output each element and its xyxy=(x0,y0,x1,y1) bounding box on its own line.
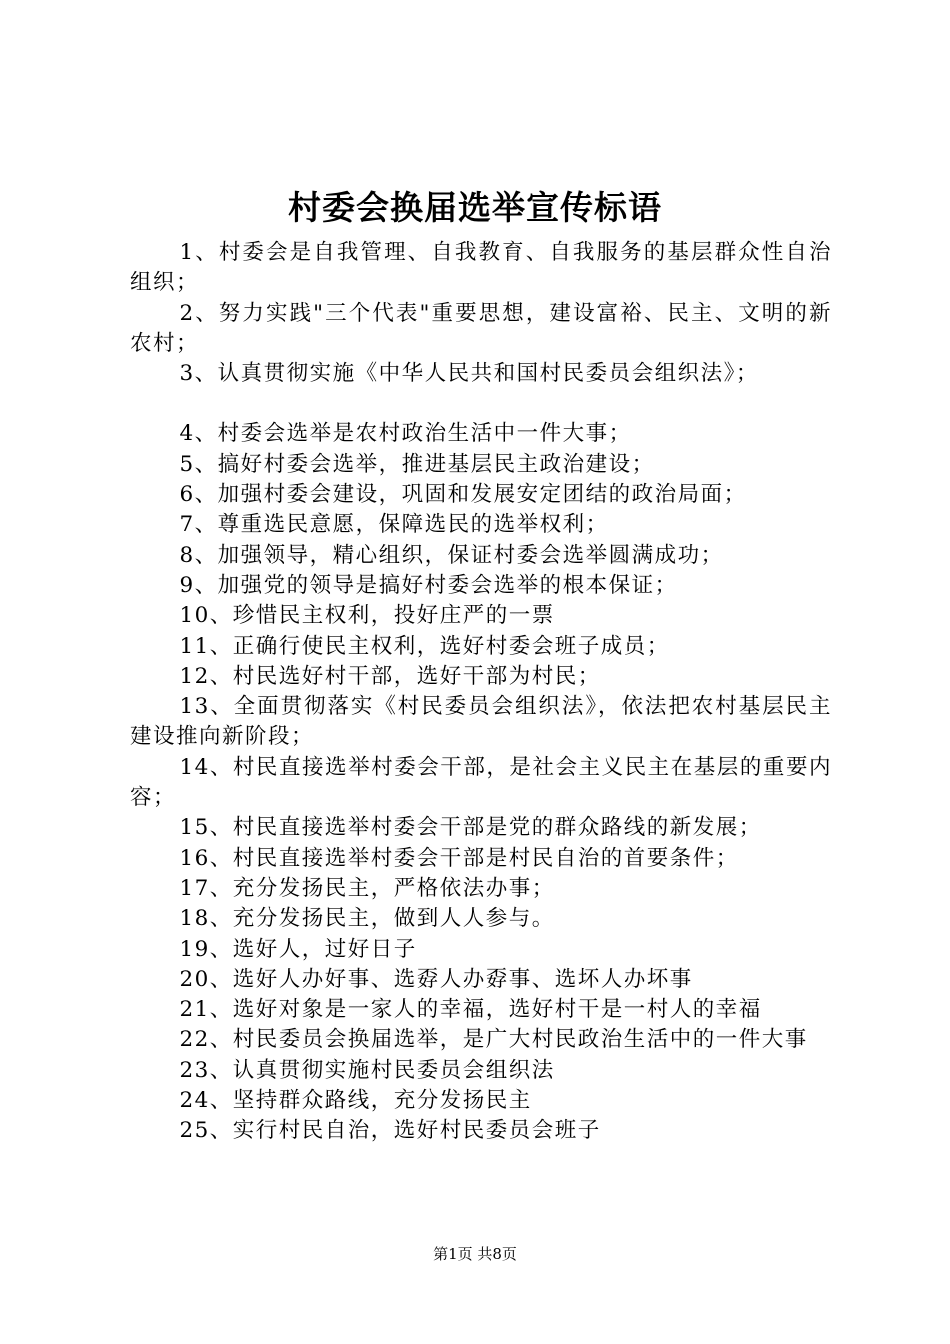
slogan-item: 21、选好对象是一家人的幸福，选好村干是一村人的幸福 xyxy=(179,997,762,1023)
slogan-item: 22、村民委员会换届选举，是广大村民政治生活中的一件大事 xyxy=(179,1027,808,1053)
slogan-item: 17、充分发扬民主，严格依法办事； xyxy=(179,875,555,901)
slogan-item: 1、村委会是自我管理、自我教育、自我服务的基层群众性自治组织； xyxy=(130,240,832,296)
slogan-item: 24、坚持群众路线，充分发扬民主 xyxy=(179,1088,532,1114)
slogan-item: 6、加强村委会建设，巩固和发展安定团结的政治局面； xyxy=(179,482,747,508)
slogan-item: 2、努力实践"三个代表"重要思想，建设富裕、民主、文明的新农村； xyxy=(130,300,832,356)
slogan-item: 3、认真贯彻实施《中华人民共和国村民委员会组织法》； xyxy=(179,361,759,387)
slogan-item: 25、实行村民自治，选好村民委员会班子 xyxy=(179,1118,601,1144)
slogan-item: 15、村民直接选举村委会干部是党的群众路线的新发展； xyxy=(179,815,762,841)
page-number-footer: 第1页 共8页 xyxy=(433,1245,517,1263)
slogan-item: 7、尊重选民意愿，保障选民的选举权利； xyxy=(179,512,609,538)
slogan-item: 13、全面贯彻落实《村民委员会组织法》，依法把农村基层民主建设推向新阶段； xyxy=(130,694,832,750)
slogan-item: 5、搞好村委会选举，推进基层民主政治建设； xyxy=(179,451,655,477)
slogan-list xyxy=(130,238,832,1147)
slogan-item: 23、认真贯彻实施村民委员会组织法 xyxy=(179,1057,555,1083)
slogan-item: 19、选好人，过好日子 xyxy=(179,936,417,962)
slogan-item: 11、正确行使民主权利，选好村委会班子成员； xyxy=(179,633,670,659)
document-title: 村委会换届选举宣传标语 xyxy=(288,188,662,227)
slogan-item: 14、村民直接选举村委会干部，是社会主义民主在基层的重要内容； xyxy=(130,754,832,811)
slogan-item: 20、选好人办好事、选孬人办孬事、选坏人办坏事 xyxy=(179,966,693,992)
slogan-item: 12、村民选好村干部，选好干部为村民； xyxy=(179,663,601,689)
slogan-item: 16、村民直接选举村委会干部是村民自治的首要条件； xyxy=(179,845,739,871)
slogan-item: 9、加强党的领导是搞好村委会选举的根本保证； xyxy=(179,572,678,598)
slogan-item: 4、村委会选举是农村政治生活中一件大事； xyxy=(179,421,632,447)
slogan-item: 8、加强领导，精心组织，保证村委会选举圆满成功； xyxy=(179,542,724,568)
slogan-item: 18、充分发扬民主，做到人人参与。 xyxy=(179,906,555,932)
slogan-item: 10、珍惜民主权利，投好庄严的一票 xyxy=(179,603,555,629)
